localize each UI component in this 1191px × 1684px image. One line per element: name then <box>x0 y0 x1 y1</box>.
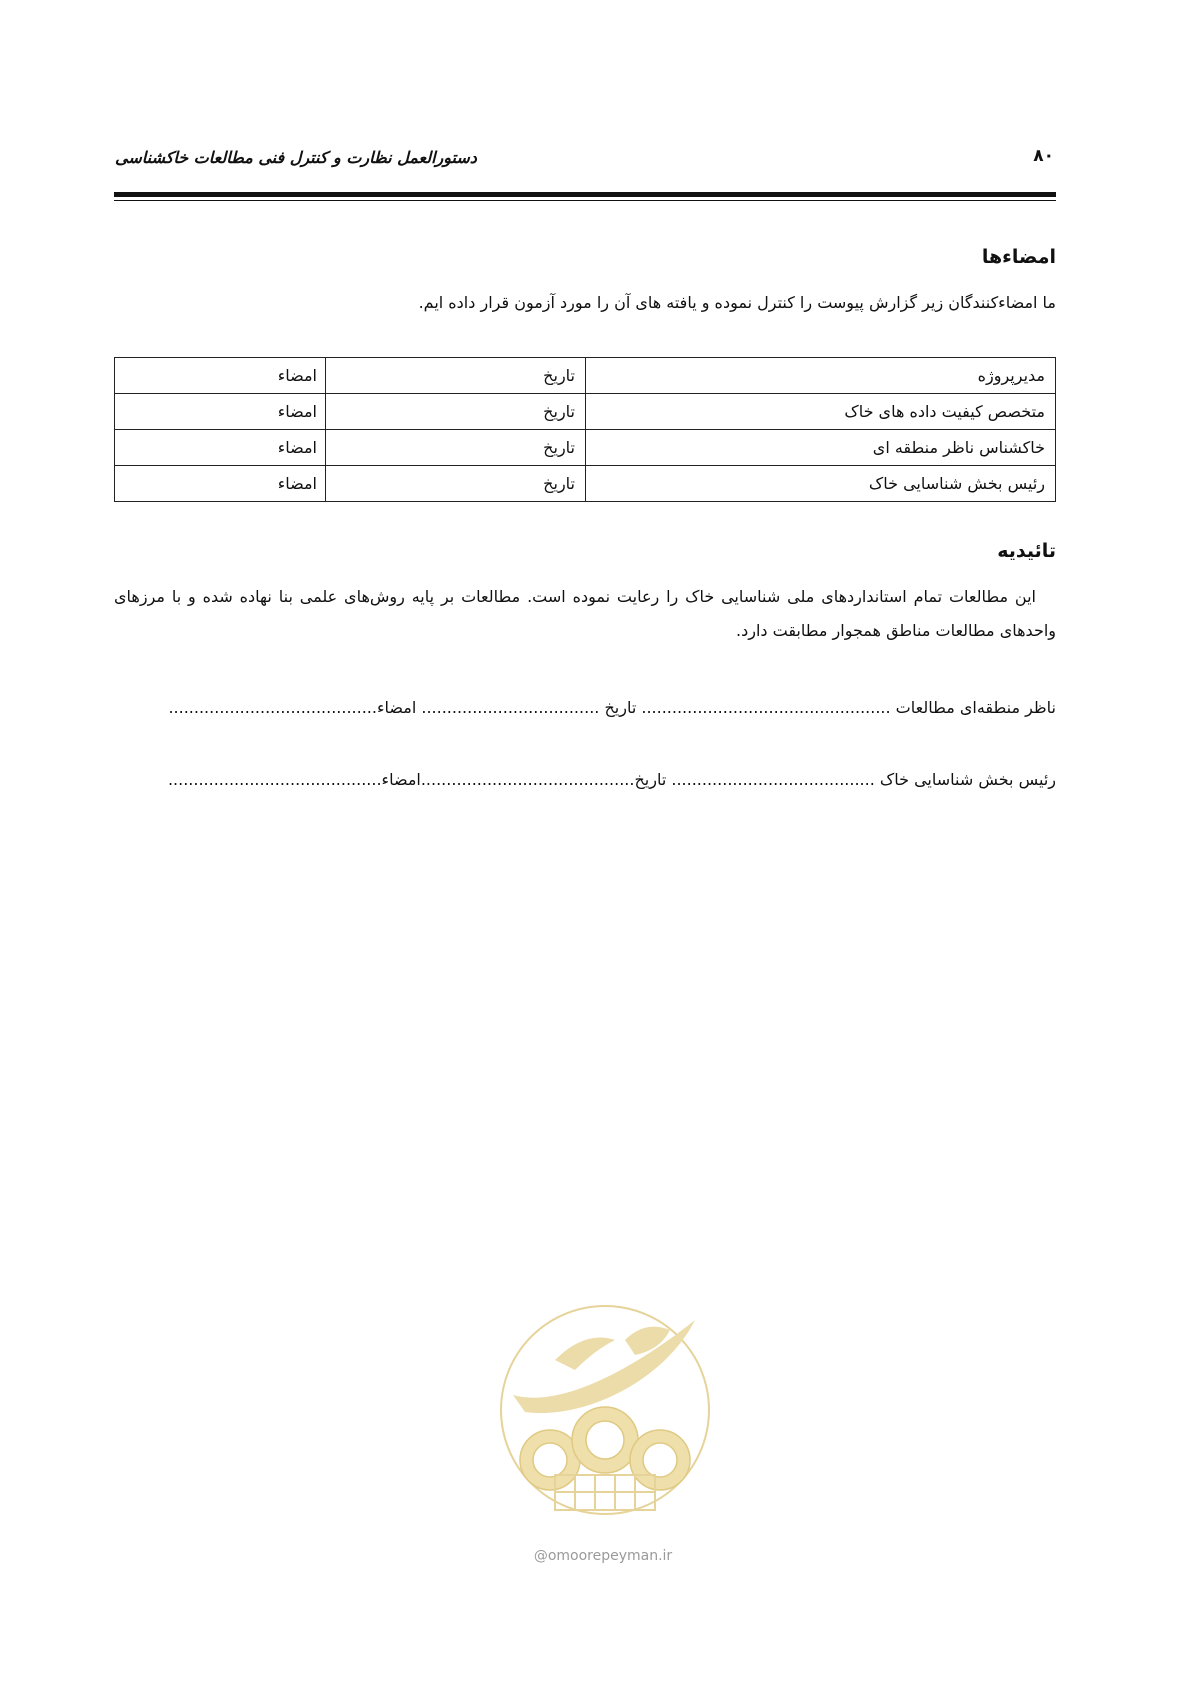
approval-heading: تائیدیه <box>997 540 1056 562</box>
signature-line-regional-supervisor: ناظر منطقه‌ای مطالعات ................................................. تاریخ ................................... امضاء......................................... <box>168 698 1056 717</box>
table-row <box>115 430 1056 466</box>
sign-cell: امضاء <box>115 466 326 502</box>
header-rule-thin <box>114 200 1056 201</box>
date-cell: تاریخ <box>326 466 586 502</box>
signatures-heading: امضاءها <box>981 246 1056 268</box>
header-rule-thick <box>114 192 1056 197</box>
role-cell: خاکشناس ناظر منطقه ای <box>586 430 1056 466</box>
watermark-url: @omoorepeyman.ir <box>533 1548 673 1564</box>
date-cell: تاریخ <box>326 430 586 466</box>
role-cell: متخصص کیفیت داده های خاک <box>586 394 1056 430</box>
sign-cell: امضاء <box>115 430 326 466</box>
date-cell: تاریخ <box>326 358 586 394</box>
omoorepeyman-logo <box>495 1300 715 1545</box>
table-row <box>115 394 1056 430</box>
role-cell: رئیس بخش شناسایی خاک <box>586 466 1056 502</box>
sign-cell: امضاء <box>115 358 326 394</box>
role-cell: مدیرپروژه <box>586 358 1056 394</box>
approval-body: این مطالعات تمام استانداردهای ملی شناسایی خاک را رعایت نموده است. مطالعات بر پایه روش‌های علمی بنا نهاده شده و با مرزهای واحدهای مطالعات مناطق همجوار مطابقت دارد. <box>114 587 1056 640</box>
page-number: ۸۰ <box>1033 146 1054 166</box>
signature-line-section-head: رئیس بخش شناسایی خاک ........................................ تاریخ..........................................امضاء.......................................... <box>167 770 1056 789</box>
signatures-intro: ما امضاءکنندگان زیر گزارش پیوست را کنترل نموده و یافته های آن را مورد آزمون قرار داده ایم. <box>418 293 1056 312</box>
table-row <box>115 358 1056 394</box>
signature-table <box>114 357 1056 502</box>
sign-cell: امضاء <box>115 394 326 430</box>
running-header-title: دستورالعمل نظارت و کنترل فنی مطالعات خاکشناسی <box>115 148 477 167</box>
date-cell: تاریخ <box>326 394 586 430</box>
table-row <box>115 466 1056 502</box>
